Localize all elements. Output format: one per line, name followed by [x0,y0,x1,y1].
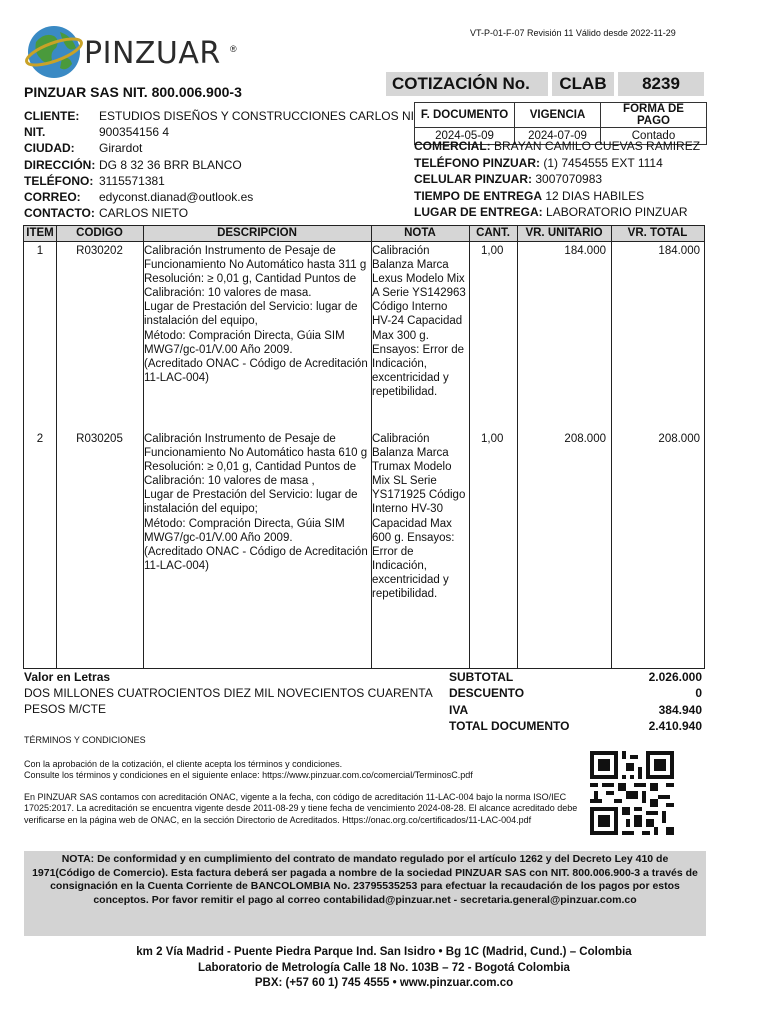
col-unit-price-header: VR. UNITARIO [525,227,603,239]
logo-text: PINZUAR [84,36,221,71]
item-description: Calibración Instrumento de Pesaje de Funcionamiento No Automático hasta 610 g Resolución: ≥ 0,01 g, Cantidad Puntos de Calibración: 10 valores de masa , Lugar de Prestación del Servicio: lugar de instalación del equipo; Método: Compración Directa, Gúia SIM MWG7/gc-01/V.00 Año 2009. (Acreditado ONAC - Código de Acreditación 11-LAC-004) [144,433,368,572]
amount-in-words-label: Valor en Letras [24,670,111,684]
globe-logo-icon [24,22,86,82]
terms-and-conditions [24,735,584,827]
col-item-header: ITEM [26,227,54,239]
sales-info [414,139,744,222]
col-qty-header: CANT. [476,227,510,239]
terms-paragraph: Con la aprobación de la cotización, el cliente acepta los términos y condiciones. [24,758,343,769]
iva-row: IVA 384.940 [449,702,702,717]
client-row: CLIENTE: ESTUDIOS DISEÑOS Y CONSTRUCCIONES CARLOS NI [24,109,414,123]
quote-number: 8239 [618,72,704,96]
sales-row: TELÉFONO PINZUAR: (1) 7454555 EXT 1114 [414,155,663,170]
col-total-header: VR. TOTAL [627,227,688,239]
column-divider [611,226,612,668]
terms-link[interactable]: Consulte los términos y condiciones en el siguiente enlace: https://www.pinzuar.com.co/comercial/TerminosC.pdf [24,770,473,781]
validity-value: 2024-07-09 [515,128,601,145]
item-total: 208.000 [658,433,700,445]
item-note: Calibración Balanza Marca Trumax Modelo Mix SL Serie YS171925 Código Interno HV-30 Capacidad Max 600 g. Ensayos: Error de Indicación, excentricidad y repetibilidad. [372,433,466,601]
registered-mark: ® [230,44,237,54]
payment-method-header: FORMA DE PAGO [601,103,707,128]
item-number: 1 [36,245,44,257]
column-divider [56,226,57,668]
footer-contact: PBX: (+57 60 1) 745 4555 • www.pinzuar.com.co [254,977,514,989]
footer [0,945,768,992]
company-name-nit: PINZUAR SAS NIT. 800.006.900-3 [24,84,242,100]
doc-date-header: F. DOCUMENTO [415,103,515,128]
col-description-header: DESCRIPCION [217,227,297,239]
item-code: R030205 [76,433,123,445]
terms-title: TÉRMINOS Y CONDICIONES [24,735,146,745]
item-qty: 1,00 [481,433,504,445]
doc-date-value: 2024-05-09 [415,128,515,145]
items-table [23,225,705,669]
sales-row: COMERCIAL: BRAYAN CAMILO CUEVAS RAMIREZ [414,139,701,153]
qr-code-icon [590,750,674,836]
totals [449,670,704,736]
total-row: TOTAL DOCUMENTO 2.410.940 [449,719,702,734]
item-total: 184.000 [658,245,700,257]
item-note: Calibración Balanza Marca Lexus Modelo Mix A Serie YS142963 Código Interno HV-24 Capacidad Max 300 g. Ensayos: Error de Indicación, excentricidad y repetibilidad. [372,245,466,398]
document-version: VT-P-01-F-07 Revisión 11 Válido desde 2022-11-29 [470,28,676,38]
item-code: R030202 [76,245,123,257]
discount-row: DESCUENTO 0 [449,686,702,701]
column-divider [517,226,518,668]
validity-header: VIGENCIA [515,103,601,128]
sales-row: CELULAR PINZUAR: 3007070983 [414,172,603,186]
client-row: NIT. 900354156 4 [24,125,170,140]
payment-method-value: Contado [601,128,707,145]
item-qty: 1,00 [481,245,504,257]
amount-in-words [24,670,444,717]
item-number: 2 [36,433,44,445]
client-row: CONTACTO: CARLOS NIETO [24,206,189,221]
company-logo [24,22,239,82]
footer-address: km 2 Vía Madrid - Puente Piedra Parque Ind. San Isidro • Bg 1C (Madrid, Cund.) – Colombia [136,946,632,958]
quote-label: COTIZACIÓN No. [386,72,548,96]
payment-note: NOTA: De conformidad y en cumplimiento del contrato de mandato regulado por el artículo 1262 y del Decreto Ley 410 de 1971(Código de Comercio). Esta factura deberá ser pagada a nombre de la sociedad PINZUAR SAS con NIT. 800.006.900-3 a través de consignación en la Cuenta Corriente de BANCOLOMBIA No. 23795535253 para efectuar la recaudación de los pagos por estos conceptos. Por favor remitir el pago al correo contabilidad@pinzuar.net - secretaria.general@pinzuar.com.co [24,851,706,936]
col-note-header: NOTA [404,227,436,239]
items-table-header [24,226,704,242]
footer-lab-address: Laboratorio de Metrología Calle 18 No. 103B – 72 - Bogotá Colombia [198,961,570,974]
sales-row: LUGAR DE ENTREGA: LABORATORIO PINZUAR [414,205,688,219]
quote-code: CLAB [552,72,614,96]
item-description: Calibración Instrumento de Pesaje de Funcionamiento No Automático hasta 311 g Resolución: ≥ 0,01 g, Cantidad Puntos de Calibración: 10 valores de masa. Lugar de Prestación del Servicio: lugar de instalación del equipo, Método: Compración Directa, Gúia SIM MWG7/gc-01/V.00 Año 2009. (Acreditado ONAC - Código de Acreditación 11-LAC-004) [144,245,368,384]
col-code-header: CODIGO [76,227,123,239]
client-info [24,109,414,222]
client-row: TELÉFONO: 3115571381 [24,173,165,188]
sales-row: TIEMPO DE ENTREGA 12 DIAS HABILES [414,188,645,203]
accreditation-paragraph: En PINZUAR SAS contamos con acreditación ONAC, vigente a la fecha, con código de acreditación 11-LAC-004 bajo la norma ISO/IEC 17025:2017. La acreditación se encuentra vigente desde 2011-08-29 y tiene fecha de vencimiento 2024-08-28. El alcance acreditado debe verificarse en la página web de ONAC, en la sección Directorio de Acreditados. Https://onac.org.co/certificados/11-LAC-004.pdf [24,791,578,825]
item-unit-price: 208.000 [564,433,606,445]
client-row: CIUDAD: Girardot [24,141,143,156]
client-row: CORREO: edyconst.dianad@outlook.es [24,189,254,204]
column-divider [469,226,470,668]
item-unit-price: 184.000 [564,245,606,257]
subtotal-row: SUBTOTAL 2.026.000 [449,670,702,684]
amount-in-words-value: DOS MILLONES CUATROCIENTOS DIEZ MIL NOVECIENTOS CUARENTA PESOS M/CTE [24,686,433,716]
client-row: DIRECCIÓN: DG 8 32 36 BRR BLANCO [24,157,242,172]
